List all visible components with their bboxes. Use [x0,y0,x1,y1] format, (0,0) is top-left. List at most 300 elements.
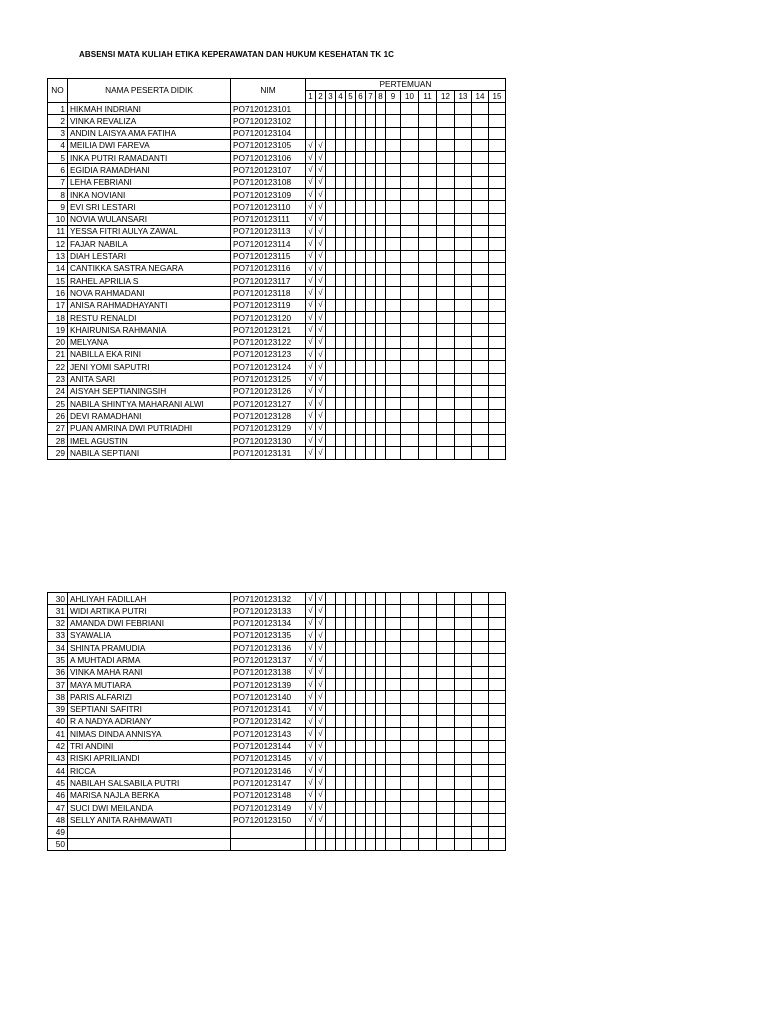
attendance-cell [386,654,401,666]
attendance-cell: √ [306,765,316,777]
attendance-cell [472,373,489,385]
attendance-cell [419,287,437,299]
attendance-cell [346,752,356,764]
attendance-cell [346,299,356,311]
row-number: 42 [48,740,68,752]
attendance-cell [356,176,366,188]
attendance-cell [455,654,472,666]
attendance-table-2 [47,592,506,851]
student-nim: PO7120123128 [231,410,306,422]
attendance-cell [346,691,356,703]
attendance-cell [356,139,366,151]
attendance-cell [336,275,346,287]
attendance-cell [437,593,455,605]
attendance-cell [376,605,386,617]
attendance-cell [376,324,386,336]
attendance-cell [376,410,386,422]
attendance-cell [419,814,437,826]
table-row [48,447,506,459]
attendance-cell [472,176,489,188]
attendance-cell [401,189,419,201]
attendance-cell: √ [316,593,326,605]
row-number: 40 [48,715,68,727]
meeting-number-12: 12 [437,91,455,103]
attendance-cell [472,703,489,715]
attendance-cell [455,703,472,715]
attendance-cell [455,201,472,213]
attendance-cell [419,250,437,262]
attendance-cell [489,740,506,752]
header-no: NO [48,79,68,103]
row-number: 39 [48,703,68,715]
attendance-cell [316,838,326,850]
attendance-cell [437,299,455,311]
attendance-cell [326,103,336,115]
attendance-cell [419,715,437,727]
attendance-cell: √ [316,410,326,422]
attendance-cell [326,826,336,838]
table-row [48,765,506,777]
student-name: R A NADYA ADRIANY [68,715,231,727]
student-name: SHINTA PRAMUDIA [68,642,231,654]
attendance-cell [336,777,346,789]
attendance-cell [386,103,401,115]
attendance-cell [346,410,356,422]
attendance-cell [386,765,401,777]
attendance-cell [336,336,346,348]
attendance-cell [336,385,346,397]
student-name: NOVIA WULANSARI [68,213,231,225]
attendance-cell: √ [316,814,326,826]
attendance-cell [326,336,336,348]
attendance-cell [455,715,472,727]
attendance-cell: √ [306,728,316,740]
attendance-cell [336,629,346,641]
attendance-cell [356,802,366,814]
attendance-cell [366,385,376,397]
attendance-cell [472,642,489,654]
attendance-cell [346,115,356,127]
attendance-cell [489,422,506,434]
attendance-cell [376,422,386,434]
attendance-cell [489,629,506,641]
attendance-cell [356,752,366,764]
table-row [48,666,506,678]
attendance-cell [356,838,366,850]
attendance-cell [401,348,419,360]
student-nim: PO7120123118 [231,287,306,299]
attendance-cell [437,422,455,434]
attendance-cell [346,213,356,225]
attendance-cell [326,605,336,617]
attendance-cell [326,275,336,287]
attendance-cell [326,312,336,324]
attendance-cell: √ [306,715,316,727]
attendance-cell [401,312,419,324]
attendance-cell [356,127,366,139]
attendance-cell [326,447,336,459]
attendance-cell [366,139,376,151]
attendance-cell [437,115,455,127]
attendance-cell [326,777,336,789]
meeting-number-11: 11 [419,91,437,103]
attendance-cell [336,740,346,752]
attendance-cell [437,275,455,287]
attendance-cell: √ [316,348,326,360]
attendance-cell [437,225,455,237]
attendance-cell [346,777,356,789]
attendance-cell [472,826,489,838]
attendance-cell [326,740,336,752]
attendance-cell [356,312,366,324]
attendance-cell: √ [306,691,316,703]
table-row [48,262,506,274]
attendance-cell [376,213,386,225]
attendance-cell [472,765,489,777]
attendance-cell [489,361,506,373]
attendance-cell: √ [316,287,326,299]
attendance-cell [366,238,376,250]
attendance-cell: √ [316,666,326,678]
meeting-number-4: 4 [336,91,346,103]
attendance-cell [366,789,376,801]
row-number: 9 [48,201,68,213]
attendance-cell [472,385,489,397]
attendance-cell [356,703,366,715]
student-nim: PO7120123124 [231,361,306,373]
attendance-cell [437,447,455,459]
attendance-cell [376,789,386,801]
attendance-cell [376,666,386,678]
attendance-cell [376,201,386,213]
attendance-cell [376,654,386,666]
attendance-cell [376,629,386,641]
attendance-cell [455,115,472,127]
attendance-cell [386,152,401,164]
attendance-cell [376,299,386,311]
attendance-cell [336,238,346,250]
row-number: 29 [48,447,68,459]
student-name: AISYAH SEPTIANINGSIH [68,385,231,397]
attendance-cell [326,838,336,850]
attendance-cell [401,728,419,740]
attendance-cell [366,225,376,237]
attendance-cell: √ [316,312,326,324]
attendance-cell [401,373,419,385]
attendance-cell [472,189,489,201]
attendance-cell [455,826,472,838]
attendance-cell [437,629,455,641]
attendance-cell [376,752,386,764]
attendance-cell [455,777,472,789]
attendance-cell [455,385,472,397]
student-name: IMEL AGUSTIN [68,435,231,447]
attendance-cell [401,225,419,237]
attendance-cell [356,398,366,410]
attendance-cell [346,152,356,164]
student-name: RICCA [68,765,231,777]
attendance-cell [455,152,472,164]
attendance-cell [386,789,401,801]
row-number: 20 [48,336,68,348]
attendance-cell [366,336,376,348]
row-number: 24 [48,385,68,397]
attendance-cell: √ [306,814,316,826]
attendance-cell [489,666,506,678]
attendance-cell [336,715,346,727]
table-row [48,103,506,115]
attendance-cell [316,127,326,139]
attendance-cell [326,152,336,164]
attendance-cell [336,287,346,299]
attendance-cell [346,361,356,373]
attendance-cell: √ [306,593,316,605]
attendance-cell [419,617,437,629]
attendance-cell [419,139,437,151]
row-number: 7 [48,176,68,188]
row-number: 13 [48,250,68,262]
attendance-cell [386,422,401,434]
student-nim: PO7120123117 [231,275,306,287]
attendance-cell: √ [316,275,326,287]
student-nim: PO7120123122 [231,336,306,348]
attendance-cell [437,164,455,176]
attendance-cell [346,814,356,826]
attendance-cell [306,838,316,850]
attendance-cell [356,262,366,274]
attendance-cell [386,262,401,274]
attendance-cell [401,752,419,764]
attendance-cell [346,642,356,654]
attendance-cell [401,740,419,752]
attendance-cell [489,152,506,164]
attendance-cell [472,201,489,213]
attendance-cell [419,654,437,666]
attendance-cell [419,691,437,703]
attendance-cell [437,642,455,654]
attendance-cell: √ [316,691,326,703]
attendance-cell [455,629,472,641]
attendance-cell [401,213,419,225]
attendance-cell [386,728,401,740]
attendance-cell [346,447,356,459]
attendance-cell [489,324,506,336]
attendance-cell [401,336,419,348]
attendance-cell [306,127,316,139]
attendance-cell [472,275,489,287]
attendance-cell [437,777,455,789]
attendance-cell [437,127,455,139]
student-nim: PO7120123109 [231,189,306,201]
attendance-cell [472,777,489,789]
student-name: CANTIKKA SASTRA NEGARA [68,262,231,274]
attendance-cell [346,287,356,299]
attendance-cell [356,593,366,605]
student-name: EVI SRI LESTARI [68,201,231,213]
attendance-cell [419,422,437,434]
attendance-cell [336,250,346,262]
attendance-cell [326,225,336,237]
attendance-cell [455,435,472,447]
attendance-cell [455,838,472,850]
student-nim: PO7120123105 [231,139,306,151]
attendance-cell [419,238,437,250]
attendance-cell [401,275,419,287]
attendance-cell [326,385,336,397]
attendance-cell [472,324,489,336]
attendance-cell [386,287,401,299]
attendance-cell [472,361,489,373]
attendance-cell [401,152,419,164]
attendance-cell [376,679,386,691]
attendance-cell: √ [316,189,326,201]
student-nim: PO7120123145 [231,752,306,764]
student-nim: PO7120123144 [231,740,306,752]
attendance-cell [376,740,386,752]
attendance-cell [419,679,437,691]
attendance-cell [326,287,336,299]
attendance-cell [386,777,401,789]
attendance-cell [437,103,455,115]
attendance-cell: √ [306,642,316,654]
student-name: RESTU RENALDI [68,312,231,324]
student-nim: PO7120123111 [231,213,306,225]
row-number: 44 [48,765,68,777]
attendance-cell [336,679,346,691]
table-row [48,752,506,764]
attendance-cell [455,250,472,262]
attendance-cell [376,435,386,447]
attendance-cell [386,275,401,287]
attendance-cell [437,324,455,336]
student-name: INKA PUTRI RAMADANTI [68,152,231,164]
attendance-cell [401,410,419,422]
student-name: ANISA RAHMADHAYANTI [68,299,231,311]
attendance-cell [356,410,366,422]
header-nim: NIM [231,79,306,103]
attendance-cell [336,348,346,360]
attendance-cell: √ [306,703,316,715]
table-row [48,814,506,826]
attendance-cell: √ [316,422,326,434]
attendance-cell [419,826,437,838]
attendance-cell [336,447,346,459]
attendance-cell [437,826,455,838]
attendance-cell [455,176,472,188]
attendance-cell [419,127,437,139]
attendance-cell [401,789,419,801]
table-row [48,838,506,850]
attendance-cell [489,410,506,422]
attendance-cell [356,435,366,447]
attendance-cell [336,115,346,127]
table-row [48,679,506,691]
attendance-cell [376,447,386,459]
attendance-cell [336,189,346,201]
attendance-cell [401,691,419,703]
attendance-cell [419,275,437,287]
attendance-cell: √ [316,299,326,311]
attendance-cell: √ [306,164,316,176]
attendance-cell: √ [316,435,326,447]
attendance-cell [366,765,376,777]
attendance-cell [346,189,356,201]
attendance-cell: √ [316,361,326,373]
attendance-cell [472,666,489,678]
attendance-cell [346,336,356,348]
student-name: MARISA NAJLA BERKA [68,789,231,801]
attendance-cell [366,435,376,447]
table-row [48,250,506,262]
attendance-cell [437,691,455,703]
attendance-cell [326,435,336,447]
attendance-cell [455,189,472,201]
attendance-cell [401,666,419,678]
attendance-cell [326,410,336,422]
student-name: PUAN AMRINA DWI PUTRIADHI [68,422,231,434]
attendance-cell [489,765,506,777]
row-number: 45 [48,777,68,789]
attendance-cell [326,752,336,764]
table-row [48,422,506,434]
attendance-cell [356,324,366,336]
attendance-cell [386,629,401,641]
table-row [48,777,506,789]
table-row [48,691,506,703]
attendance-cell [376,336,386,348]
attendance-cell [306,103,316,115]
table-row [48,115,506,127]
attendance-cell [326,348,336,360]
attendance-cell [489,189,506,201]
attendance-cell [326,715,336,727]
attendance-cell [489,691,506,703]
attendance-cell [419,593,437,605]
attendance-cell [472,164,489,176]
attendance-cell [366,287,376,299]
attendance-cell [455,275,472,287]
attendance-cell [346,139,356,151]
row-number: 37 [48,679,68,691]
attendance-cell [401,629,419,641]
attendance-cell [336,802,346,814]
attendance-cell: √ [316,262,326,274]
table-row [48,164,506,176]
attendance-cell [419,348,437,360]
attendance-cell [356,189,366,201]
attendance-cell: √ [306,176,316,188]
attendance-cell [386,213,401,225]
attendance-cell [455,361,472,373]
attendance-cell [326,238,336,250]
attendance-cell [346,617,356,629]
header-row-top [48,79,506,91]
attendance-cell: √ [316,728,326,740]
row-number: 22 [48,361,68,373]
attendance-cell [437,802,455,814]
attendance-cell [472,287,489,299]
attendance-cell [366,176,376,188]
attendance-cell [366,703,376,715]
attendance-cell [366,593,376,605]
attendance-cell [419,312,437,324]
student-nim: PO7120123101 [231,103,306,115]
student-nim [231,826,306,838]
attendance-cell [401,802,419,814]
attendance-cell [356,164,366,176]
attendance-cell: √ [316,225,326,237]
attendance-cell: √ [316,152,326,164]
